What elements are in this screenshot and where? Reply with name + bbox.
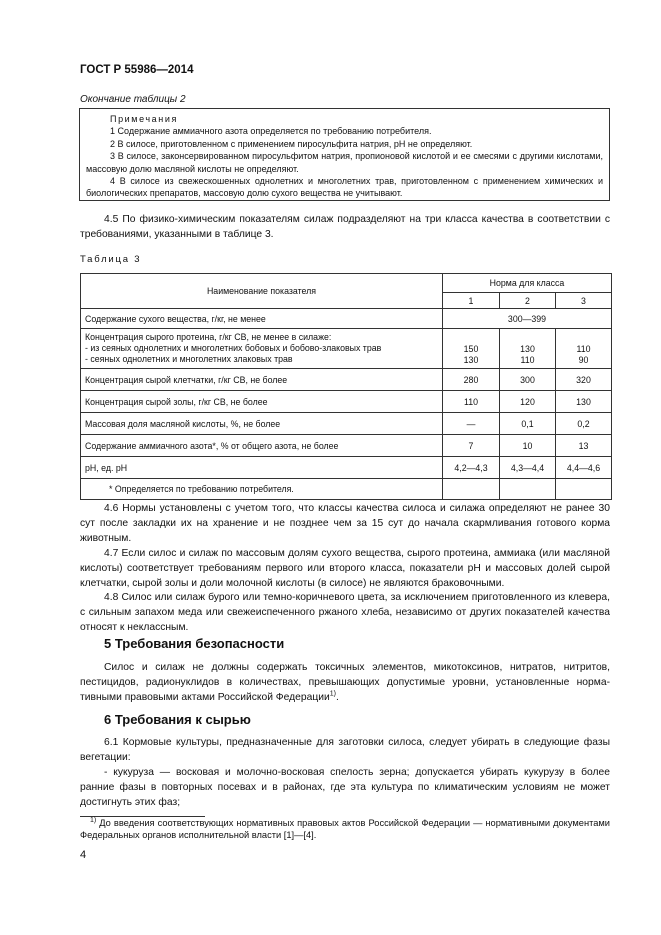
row-protein-class-1	[443, 329, 500, 369]
row-ammonia-class-3: 13	[556, 435, 612, 457]
paragraph-4-7: 4.7 Если силос и силаж по массовым долям сухого вещества, сырого протеина, аммиака (или масляной кислоты) соответствует требованиям первого или второго класса, показатели рН и массовых долей сырой клетчатки, сырой золы и доли молочной кислоты (в силосе) не являются браковочными.	[80, 548, 610, 589]
table3-header-class-2: 2	[500, 293, 556, 309]
table-row	[81, 413, 612, 435]
row-protein-title: Концентрация сырого протеина, г/кг СВ, не менее в силаже:	[85, 332, 332, 342]
table2-end-caption: Окончание таблицы 2	[80, 94, 186, 105]
section-5-end: .	[335, 692, 339, 703]
table-row	[81, 479, 612, 500]
table-row	[81, 329, 612, 369]
note-2: 2 В силосе, приготовленном с применением пиросульфита натрия, рН не определяют.	[110, 138, 473, 149]
footnote-mark: 1)	[90, 816, 97, 824]
table-row	[81, 457, 612, 479]
row-ph-label: рН, ед. рН	[81, 457, 443, 479]
row-ammonia-class-2: 10	[500, 435, 556, 457]
row-protein-class-3	[556, 329, 612, 369]
cell-value: 130	[463, 355, 479, 365]
table-row	[81, 435, 612, 457]
page-number: 4	[80, 849, 87, 861]
row-protein-label	[81, 329, 443, 369]
empty-cell	[500, 479, 556, 500]
row-ammonia-class-1: 7	[443, 435, 500, 457]
cell-value: 130	[520, 344, 535, 354]
note-3: 3 В силосе, законсервированном пиросульфитом натрия, пропионовой кислотой и ее смесями с другими кислотами, массовую долю масляной кислоты не определяют.	[86, 151, 603, 174]
row-ammonia-label: Содержание аммиачного азота*, % от общего азота, не более	[81, 435, 443, 457]
footnote-ref: 1)	[329, 690, 336, 698]
row-fiber-label: Концентрация сырой клетчатки, г/кг СВ, не более	[81, 369, 443, 391]
row-protein-sub1: - из сеяных однолетних и многолетних бобовых и бобово-злаковых трав	[85, 343, 382, 353]
row-dry-label: Содержание сухого вещества, г/кг, не менее	[81, 309, 443, 329]
table-row	[81, 309, 612, 329]
empty-cell	[443, 479, 500, 500]
table3-footnote: * Определяется по требованию потребителя.	[81, 479, 443, 500]
paragraph-6-1: 6.1 Кормовые культуры, предназначенные для заготовки силоса, следует убирать в следующие фазы вегетации:	[80, 737, 610, 763]
paragraph-6-1-corn: - кукуруза — восковая и молочно-восковая спелость зерна; допускается убирать кукурузу в более ранние фазы в повторных посевах и в районах, где эта культура по климатическим условиям не может достигнуть этих фаз;	[80, 767, 610, 808]
row-ash-class-1: 110	[443, 391, 500, 413]
row-ph-class-1: 4,2—4,3	[443, 457, 500, 479]
row-fiber-class-2: 300	[500, 369, 556, 391]
paragraph-4-5: 4.5 По физико-химическим показателям силаж подразделяют на три класса качества в соответствии с требованиями, указанными в таблице 3.	[80, 214, 610, 240]
row-fiber-class-3: 320	[556, 369, 612, 391]
table3-header-class-1: 1	[443, 293, 500, 309]
footnote	[80, 817, 610, 841]
footnote-text: До введения соответствующих нормативных правовых актов Российской Федерации — нормативными документами Федеральных органов исполнительной власти [1]—[4].	[80, 818, 610, 840]
table3-caption: Таблица 3	[80, 254, 142, 265]
table3	[80, 273, 612, 500]
table-row	[81, 369, 612, 391]
paragraph-4-8: 4.8 Силос или силаж бурого или темно-коричневого цвета, за исключением приготовленного из клевера, с сильным запахом меда или свежеиспеченного ржаного хлеба, независимо от других показателей качества относят к неклассным.	[80, 592, 610, 633]
note-4: 4 В силосе из свежескошенных однолетних и многолетних трав, приготовленном с применением химических и биологических препаратов, массовую долю сухого вещества не учитывают.	[86, 176, 603, 199]
cell-value: 110	[576, 344, 591, 354]
row-butyric-class-2: 0,1	[500, 413, 556, 435]
section-5-body: Силос и силаж не должны содержать токсичных элементов, микотоксинов, нитратов, нитритов, пестицидов, радионуклидов в количествах, превышающих допустимые уровни, установленные нормативными правовыми актами Российской Федерации	[80, 662, 610, 703]
cell-value: 90	[578, 355, 589, 365]
row-ash-label: Концентрация сырой золы, г/кг СВ, не более	[81, 391, 443, 413]
notes-title: Примечания	[110, 114, 178, 124]
empty-cell	[556, 479, 612, 500]
row-protein-class-2	[500, 329, 556, 369]
row-ash-class-3: 130	[556, 391, 612, 413]
row-ash-class-2: 120	[500, 391, 556, 413]
table3-header-class-3: 3	[556, 293, 612, 309]
row-butyric-label: Массовая доля масляной кислоты, %, не более	[81, 413, 443, 435]
paragraph-4-6: 4.6 Нормы установлены с учетом того, что классы качества силоса и силажа определяют не ранее 30 сут после закладки их на хранение и не позднее чем за 15 сут до начала скармливания готового корма животным.	[80, 503, 610, 544]
section-5-text	[80, 660, 610, 705]
row-ph-class-2: 4,3—4,4	[500, 457, 556, 479]
table3-header-indicator: Наименование показателя	[81, 274, 443, 309]
document-header: ГОСТ Р 55986—2014	[80, 64, 194, 76]
row-protein-sub2: - сеяных однолетних и многолетних злаковых трав	[85, 354, 293, 364]
row-dry-value: 300—399	[443, 309, 612, 329]
row-butyric-class-1: —	[443, 413, 500, 435]
table3-header-norm: Норма для класса	[443, 274, 612, 293]
section-6-title: 6 Требования к сырью	[104, 712, 251, 727]
cell-value: 150	[463, 344, 479, 354]
table2-notes-box	[79, 108, 610, 201]
row-butyric-class-3: 0,2	[556, 413, 612, 435]
row-fiber-class-1: 280	[443, 369, 500, 391]
note-1: 1 Содержание аммиачного азота определяется по требованию потребителя.	[110, 126, 432, 137]
row-ph-class-3: 4,4—4,6	[556, 457, 612, 479]
table-row	[81, 391, 612, 413]
cell-value: 110	[520, 355, 535, 365]
section-5-title: 5 Требования безопасности	[104, 636, 285, 651]
